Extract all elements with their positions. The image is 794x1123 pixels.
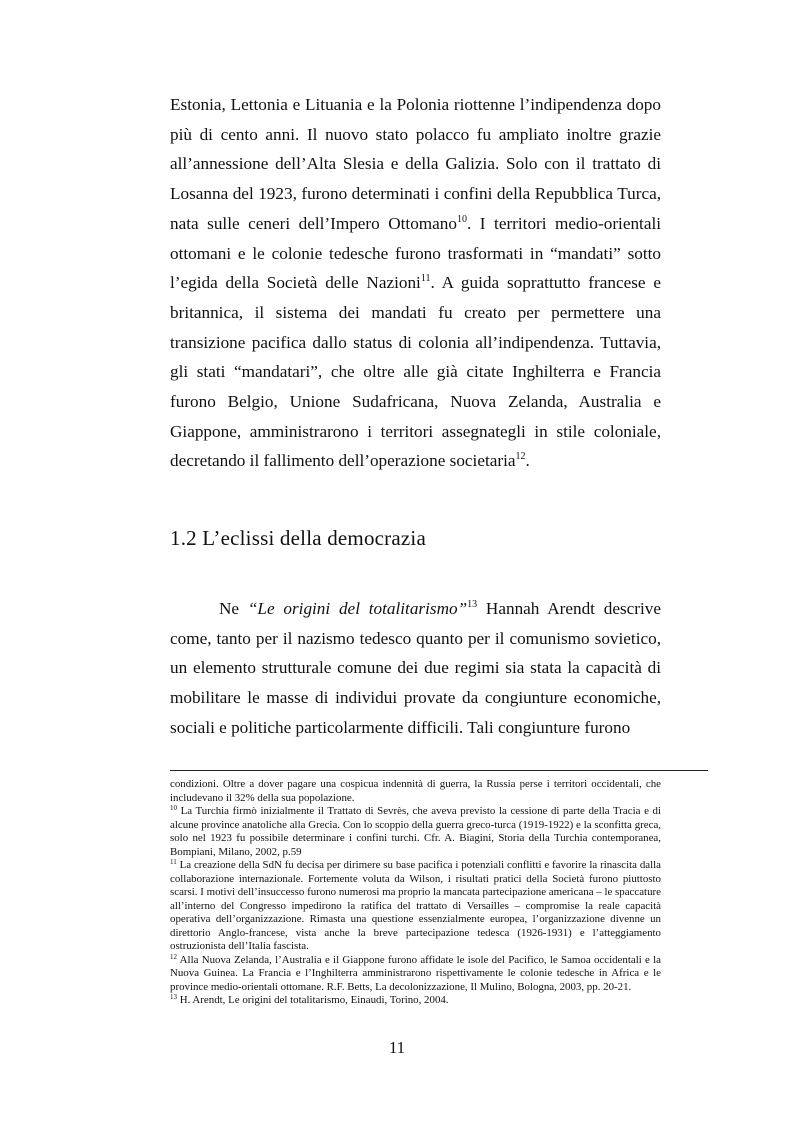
footnote-number: 12 <box>170 952 177 961</box>
footnote-text: Alla Nuova Zelanda, l’Australia e il Giappone furono affidate le isole del Pacifico, le Samoa occidentali e la Nuova Guinea. La Francia e l’Inghilterra amministrarono rispettivamente le colonie tedesche in Africa e le province medio-orientali ottomane. R.F. Betts, La decolonizzazione, Il Mulino, Bologna, 2003, pp. 20-21. <box>170 953 661 993</box>
footnote-ref-12[interactable]: 12 <box>515 451 526 463</box>
para1-text-2: . I territori medio-orientali ottomani e le colonie tedesche furono trasformati in “mandati” sotto l’egida della Società delle Nazioni <box>170 213 662 293</box>
footnotes-block <box>170 778 661 1008</box>
para2-text: Hannah Arendt descrive come, tanto per il nazismo tedesco quanto per il comunismo sovietico, un elemento strutturale comune dei due regimi sia stata la capacità di mobilitare le masse di individui provate da congiunture economiche, sociali e politiche particolarmente difficili. Tali congiunture furono <box>170 599 662 737</box>
footnote-ref-13[interactable]: 13 <box>467 599 478 610</box>
footnote-separator <box>170 770 708 771</box>
footnote-number: 10 <box>170 804 177 812</box>
footnote-ref-10[interactable]: 10 <box>457 213 467 225</box>
para1-text-1: Estonia, Lettonia e Lituania e la Polonia riottenne l’indipendenza dopo più di cento anni. Il nuovo stato polacco fu ampliato inoltre grazie all’annessione dell’Alta Slesia e della Galizia. Solo con il trattato di Losanna del 1923, furono determinati i confini della Repubblica Turca, nata sulle ceneri dell’Impero Ottomano <box>170 95 661 233</box>
footnote-ref-11[interactable]: 11 <box>420 273 431 285</box>
footnote-11 <box>170 859 661 954</box>
footnote-10 <box>170 805 661 859</box>
body-paragraph-2 <box>170 594 661 743</box>
footnote-text: La creazione della SdN fu decisa per dirimere su base pacifica i potenziali conflitti e favorire la rinascita dalla collaborazione internazionale. Fortemente voluta da Wilson, i risultati pratici della Società furono piuttosto scarsi. I motivi dell’insuccesso furono numerosi ma proprio la mancata partecipazione americana – le spaccature all’interno del Congresso impedirono la ratifica del trattato di Versailles – compromise la reale capacità operativa dell’organizzazione. Rimasta una questione essenzialmente europea, l’organizzazione divenne un direttorio Anglo-francese, vista anche la breve partecipazione tedesca (1926-1931) e l’atteggiamento ostruzionista dell’Italia fascista. <box>170 859 661 952</box>
book-title: “Le origini del totalitarismo” <box>247 599 468 618</box>
body-paragraph-1 <box>170 90 661 476</box>
section-heading: 1.2 L’eclissi della democrazia <box>170 526 426 550</box>
para2-lead: Ne <box>219 599 248 618</box>
footnote-text: La Turchia firmò inizialmente il Trattato di Sevrès, che aveva previsto la cessione di parte della Tracia e di alcune province anatoliche alla Grecia. Con lo scoppio della guerra greco-turca (1919-1922) e la sconfitta greca, solo nel 1923 fu possibile determinare i confini turchi. Cfr. A. Biagini, Storia della Turchia contemporanea, Bompiani, Milano, 2002, p.59 <box>170 805 661 858</box>
para1-text-3: . A guida soprattutto francese e britannica, il sistema dei mandati fu creato per permettere una transizione pacifica dallo status di colonia all’indipendenza. Tuttavia, gli stati “mandatari”, che oltre alle già citate Inghilterra e Francia furono Belgio, Unione Sudafricana, Nuova Zelanda, Australia e Giappone, amministrarono i territori assegnategli in stile coloniale, decretando il fallimento dell’operazione societaria <box>170 273 661 471</box>
footnote-number: 11 <box>170 858 177 866</box>
para1-text-4: . <box>525 451 530 471</box>
footnote-continuation: condizioni. Oltre a dover pagare una cospicua indennità di guerra, la Russia perse i territori occidentali, che includevano il 32% della sua popolazione. <box>170 778 661 804</box>
footnote-number: 13 <box>170 993 177 1001</box>
footnote-text: H. Arendt, Le origini del totalitarismo, Einaudi, Torino, 2004. <box>177 994 449 1006</box>
page-number: 11 <box>388 1038 406 1057</box>
footnote-13 <box>170 994 661 1008</box>
footnote-12 <box>170 954 661 995</box>
